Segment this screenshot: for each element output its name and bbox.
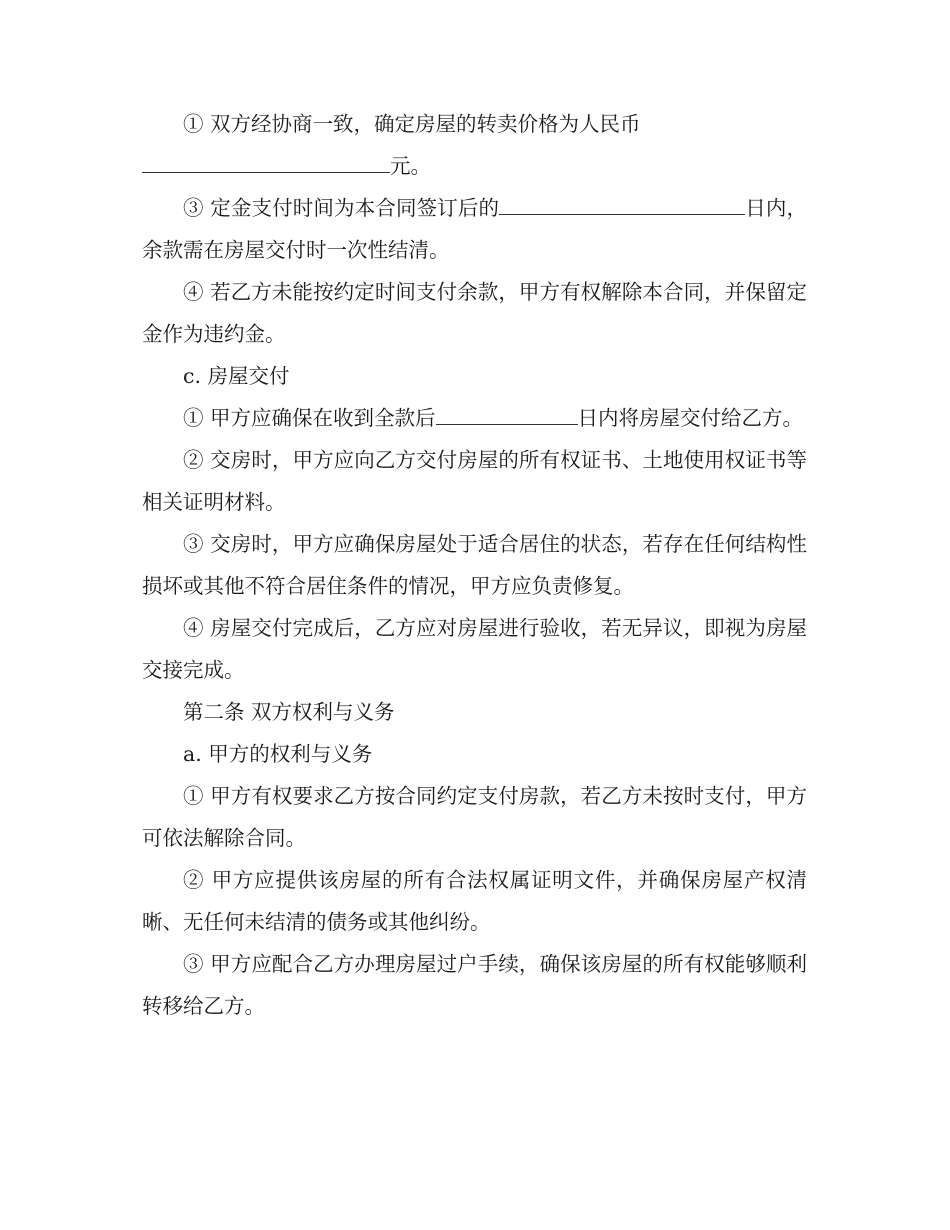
deposit-days-blank [499, 188, 745, 215]
clause-price [142, 103, 807, 187]
document-body [142, 103, 807, 1027]
clause-delivery-documents: ② 交房时，甲方应向乙方交付房屋的所有权证书、土地使用权证书等相关证明材料。 [142, 448, 807, 514]
article-heading-rights: 第二条 双方权利与义务 [183, 700, 395, 724]
delivery-days-blank [436, 398, 578, 425]
price-blank [142, 146, 390, 173]
clause-delivery-time-rest: 日内将房屋交付给乙方。 [577, 406, 804, 430]
clause-delivery-time-text: ① 甲方应确保在收到全款后 [183, 406, 436, 430]
section-heading-delivery: c. 房屋交付 [183, 364, 290, 388]
clause-party-a-title-proof: ② 甲方应提供该房屋的所有合法权属证明文件，并确保房屋产权清晰、无任何未结清的债务或其他纠纷。 [142, 868, 807, 934]
clause-party-a-transfer: ③ 甲方应配合乙方办理房屋过户手续，确保该房屋的所有权能够顺利转移给乙方。 [142, 952, 807, 1018]
section-heading-party-a: a. 甲方的权利与义务 [183, 742, 373, 766]
clause-deposit-time-rest: 内，余款需在房屋交付时一次性结清。 [142, 196, 808, 262]
price-unit: 元。 [390, 154, 431, 178]
clause-deposit-time-text: ③ 定金支付时间为本合同签订后的 [183, 196, 500, 220]
clause-delivery-time [142, 397, 807, 439]
clause-price-text: ① 双方经协商一致，确定房屋的转卖价格为人民币 [183, 112, 641, 136]
clause-late-payment: ④ 若乙方未能按约定时间支付余款，甲方有权解除本合同，并保留定金作为违约金。 [142, 280, 807, 346]
clause-delivery-condition: ③ 交房时，甲方应确保房屋处于适合居住的状态，若存在任何结构性损坏或其他不符合居住条件的情况，甲方应负责修复。 [142, 532, 807, 598]
clause-deposit-time [142, 187, 807, 271]
clause-party-a-payment-right: ① 甲方有权要求乙方按合同约定支付房款，若乙方未按时支付，甲方可依法解除合同。 [142, 784, 807, 850]
clause-delivery-inspection: ④ 房屋交付完成后，乙方应对房屋进行验收，若无异议，即视为房屋交接完成。 [142, 616, 807, 682]
clause-deposit-time-suffix: 日 [745, 196, 766, 220]
